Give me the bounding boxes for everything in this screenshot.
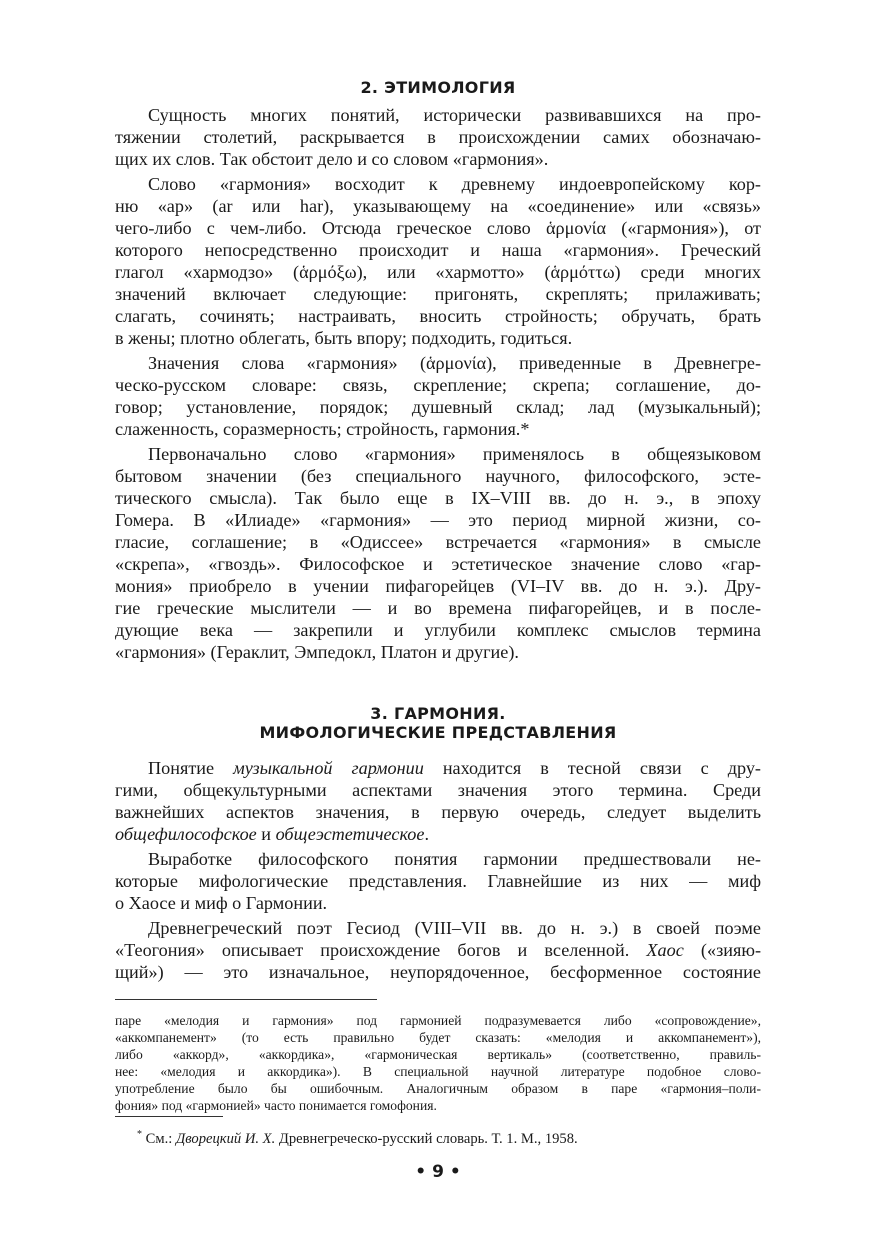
text-line: гласие, соглашение; в «Одиссее» встречается «гармония» в смысле (115, 532, 761, 552)
text-line: бытовом значении (без специального научного, философского, эсте- (115, 466, 761, 486)
text-line: мония» приобрело в учении пифагорейцев (VI–IV вв. до н. э.). Дру- (115, 576, 761, 596)
text-line: Сущность многих понятий, исторически развивавшихся на про- (148, 105, 761, 125)
text-line: тического смысла). Так было еще в IX–VIII вв. до н. э., в эпоху (115, 488, 761, 508)
text-line: Гомера. В «Илиаде» «гармония» — это период мирной жизни, со- (115, 510, 761, 530)
footnote-line: нее: «мелодия и аккордика»). В специальной научной литературе подобное слово- (115, 1064, 761, 1079)
emphasis-text: общеэстетическое (275, 824, 425, 844)
text-line: «скрепа», «гвоздь». Философское и эстетическое значение слово «гар- (115, 554, 761, 574)
section-heading-mythology: МИФОЛОГИЧЕСКИЕ ПРЕДСТАВЛЕНИЯ (259, 723, 617, 742)
text-line: дующие века — закрепили и углубили комплекс смыслов термина (115, 620, 761, 640)
page-number: • 9 • (415, 1162, 461, 1182)
section-heading-etymology: 2. ЭТИМОЛОГИЯ (360, 78, 516, 97)
footnote-line: паре «мелодия и гармония» под гармонией подразумевается либо «сопровождение», (115, 1013, 761, 1028)
text-line: которые мифологические представления. Главнейшие из них — миф (115, 871, 761, 891)
emphasis-text: общефилософское (115, 824, 257, 844)
text-line: гие греческие мыслители — и во времена пифагорейцев, и в после- (115, 598, 761, 618)
text-line: Значения слова «гармония» (ἁρμονία), приведенные в Древнегре- (148, 353, 761, 373)
section-heading-harmony: 3. ГАРМОНИЯ. (370, 704, 506, 723)
footnote-mark: * (137, 1129, 142, 1140)
text-line: Первоначально слово «гармония» применялось в общеязыковом (148, 444, 761, 464)
text-line: значений включает следующие: пригонять, скреплять; прилаживать; (115, 284, 761, 304)
footnote-author: Дворецкий И. Х. (175, 1130, 276, 1147)
emphasis-text: Хаос (646, 940, 684, 960)
text-line: Древнегреческий поэт Гесиод (VIII–VII вв. до н. э.) в своей поэме (148, 918, 761, 938)
text-line: щий») — это изначальное, неупорядоченное, бесформенное состояние (115, 962, 761, 982)
text-line: Выработке философского понятия гармонии предшествовали не- (148, 849, 761, 869)
text-line: ню «ар» (ar или har), указывающему на «соединение» или «связь» (115, 196, 761, 216)
text-line: слаженность, соразмерность; стройность, гармония.* (115, 419, 530, 439)
footnote-line: «аккомпанемент» (то есть правильно будет сказать: «мелодия и аккомпанемент»), (115, 1030, 761, 1045)
footnote-line: употребление было бы ошибочным. Аналогичным образом в паре «гармония–поли- (115, 1081, 761, 1096)
text-line: о Хаосе и миф о Гармонии. (115, 893, 328, 913)
footnote-rule-short (115, 1116, 223, 1117)
footnote-dvoretsky: * См.: Дворецкий И. Х. Древнегреческо-русский словарь. Т. 1. М., 1958. (137, 1129, 578, 1147)
text-line: Слово «гармония» восходит к древнему индоевропейскому кор- (148, 174, 761, 194)
text-line: ческо-русском словаре: связь, скрепление; скрепа; соглашение, до- (115, 375, 761, 395)
text-line: глагол «хармодзо» (ἁρμόξω), или «хармотто» (ἁρμόττω) среди многих (115, 262, 761, 282)
text-line: говор; установление, порядок; душевный склад; лад (музыкальный); (115, 397, 761, 417)
text-line: слагать, сочинять; настраивать, вносить стройность; обручать, брать (115, 306, 761, 326)
footnote-line: фония» под «гармонией» часто понимается гомофония. (115, 1098, 437, 1113)
text-line: тяжении столетий, раскрывается в происхождении самих обозначаю- (115, 127, 761, 147)
text-line: которого непосредственно происходит и наша «гармония». Греческий (115, 240, 761, 260)
text-line: щих их слов. Так обстоит дело и со словом «гармония». (115, 149, 549, 169)
text-line: Понятие музыкальной гармонии находится в тесной связи с дру- (148, 758, 761, 778)
text-line: «гармония» (Гераклит, Эмпедокл, Платон и другие). (115, 642, 519, 662)
text-line: чего-либо с чем-либо. Отсюда греческое слово ἁρμονία («гармония»), от (115, 218, 761, 238)
text-line: «Теогония» описывает происхождение богов и вселенной. Хаос («зияю- (115, 940, 761, 960)
text-line: важнейших аспектов значения, в первую очередь, следует выделить (115, 802, 761, 822)
footnote-rule (115, 999, 377, 1000)
text-line: общефилософское и общеэстетическое. (115, 824, 429, 844)
emphasis-text: музыкальной гармонии (233, 758, 424, 778)
text-line: в жены; плотно облегать, быть впору; подходить, годиться. (115, 328, 573, 348)
text-line: гими, общекультурными аспектами значения этого термина. Среди (115, 780, 761, 800)
footnote-line: либо «аккорд», «аккордика», «гармоническая вертикаль» (соответственно, правиль- (115, 1047, 761, 1062)
